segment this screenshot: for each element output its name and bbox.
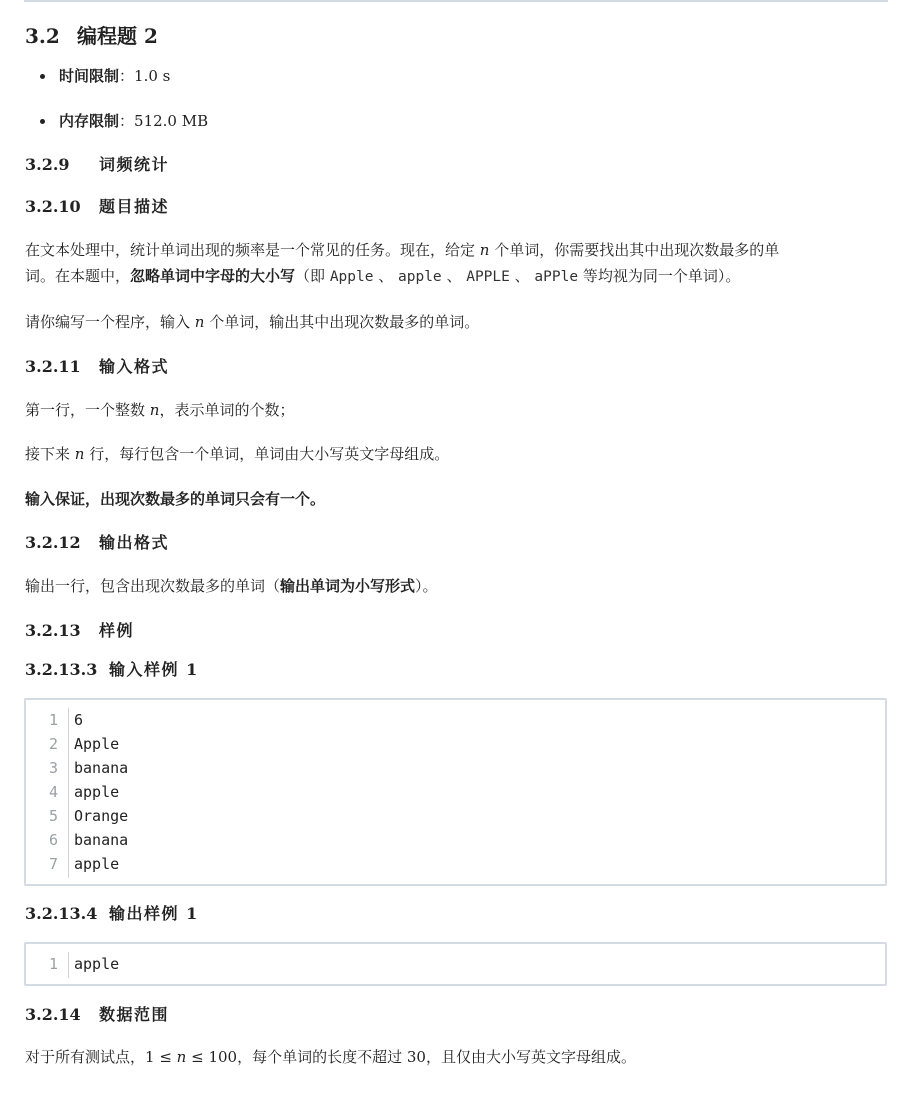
math-operator: ≤	[186, 1048, 209, 1066]
code-line	[26, 828, 885, 852]
description-heading	[25, 196, 169, 218]
emphasis: 输出单词为小写形式	[280, 577, 416, 595]
time-limit-label: 时间限制	[59, 67, 120, 85]
inline-code: apple	[398, 269, 442, 285]
heading-title: 样例	[99, 621, 135, 640]
line-number: 5	[48, 807, 58, 825]
text: （即	[295, 267, 330, 285]
math-n: n	[176, 1048, 187, 1066]
math-n: n	[74, 445, 85, 463]
bullet-dot-icon	[40, 74, 45, 79]
inline-code: Apple	[329, 269, 374, 285]
code-text: Apple	[74, 735, 120, 753]
sample-input-heading	[25, 659, 199, 681]
heading-title: 输入样例 1	[109, 660, 199, 679]
heading-title: 输出格式	[99, 533, 170, 552]
math-n: n	[149, 401, 160, 419]
code-line	[26, 708, 885, 732]
section-number: 3.2	[25, 24, 60, 48]
text: ）。	[415, 577, 438, 595]
heading-title: 数据范围	[99, 1005, 170, 1024]
heading-number: 3.2.13.3	[25, 660, 98, 679]
code-line	[26, 732, 885, 756]
code-line	[26, 780, 885, 804]
line-number: 4	[48, 783, 58, 801]
text: 在文本处理中，统计单词出现的频率是一个常见的任务。现在，给定	[25, 241, 480, 259]
time-limit-value: 1.0 s	[134, 67, 171, 85]
emphasis: 输入保证，出现次数最多的单词只会有一个。	[25, 490, 326, 508]
heading-number: 3.2.13.4	[25, 904, 98, 923]
math-number: 1	[145, 1048, 155, 1066]
heading-title: 输出样例 1	[109, 904, 199, 923]
code-text: banana	[74, 831, 129, 849]
input-format-line-2	[25, 441, 887, 467]
time-limit-item	[25, 64, 208, 88]
code-line	[26, 756, 885, 780]
heading-number: 3.2.11	[25, 357, 81, 376]
text: 等均视为同一个单词）。	[578, 267, 741, 285]
heading-number: 3.2.12	[25, 533, 81, 552]
line-number: 1	[48, 955, 58, 973]
text: ，每个单词的长度不超过 30，且仅由大小写英文字母组成。	[237, 1048, 636, 1066]
top-divider	[24, 0, 888, 2]
limits-list	[25, 64, 208, 133]
math-n: n	[479, 241, 490, 259]
data-range-line	[25, 1044, 887, 1070]
math-operator: ≤	[154, 1048, 177, 1066]
code-line	[26, 852, 885, 876]
code-text: apple	[74, 955, 120, 973]
limit-separator: ：	[119, 112, 135, 130]
heading-number: 3.2.13	[25, 621, 81, 640]
code-text: 6	[74, 711, 84, 729]
data-range-heading	[25, 1004, 169, 1026]
text: 请你编写一个程序，输入	[25, 313, 195, 331]
sample-output-codeblock[interactable]	[24, 942, 887, 986]
emphasis: 忽略单词中字母的大小写	[130, 267, 296, 285]
limit-separator: ：	[119, 67, 135, 85]
section-heading	[25, 20, 158, 49]
code-line	[26, 952, 885, 976]
line-number: 6	[48, 831, 58, 849]
description-paragraph-1	[25, 237, 887, 290]
text: 、	[373, 267, 399, 285]
code-text: apple	[74, 783, 120, 801]
heading-title: 题目描述	[99, 197, 170, 216]
bullet-dot-icon	[40, 119, 45, 124]
sample-output-heading	[25, 903, 199, 925]
code-text: Orange	[74, 807, 129, 825]
heading-title: 输入格式	[99, 357, 170, 376]
line-number: 3	[48, 759, 58, 777]
heading-number: 3.2.14	[25, 1005, 81, 1024]
math-n: n	[194, 313, 205, 331]
text: 行，每行包含一个单词，单词由大小写英文字母组成。	[84, 445, 450, 463]
text: 、	[441, 267, 467, 285]
inline-code: aPPle	[534, 269, 579, 285]
line-number: 7	[48, 855, 58, 873]
output-format-heading	[25, 532, 169, 554]
input-format-heading	[25, 356, 169, 378]
text: 输出一行，包含出现次数最多的单词（	[25, 577, 281, 595]
output-format-line	[25, 573, 887, 599]
section-title: 编程题 2	[77, 24, 158, 48]
code-text: banana	[74, 759, 129, 777]
line-number: 2	[48, 735, 58, 753]
text: 个单词，你需要找出其中出现次数最多的单	[489, 241, 780, 259]
text: 、	[509, 267, 535, 285]
text: 对于所有测试点，	[25, 1048, 146, 1066]
code-text: apple	[74, 855, 120, 873]
memory-limit-item	[25, 109, 208, 133]
heading-title: 词频统计	[99, 155, 170, 174]
text: 接下来	[25, 445, 75, 463]
text: 个单词，输出其中出现次数最多的单词。	[204, 313, 480, 331]
description-paragraph-2	[25, 309, 887, 335]
heading-number: 3.2.9	[25, 155, 70, 174]
inline-code: APPLE	[466, 269, 510, 285]
math-number: 100	[208, 1048, 238, 1066]
math-expression	[145, 1048, 237, 1066]
memory-limit-value: 512.0 MB	[134, 112, 209, 130]
sample-input-codeblock[interactable]	[24, 698, 887, 886]
memory-limit-label: 内存限制	[59, 112, 120, 130]
line-number: 1	[48, 711, 58, 729]
code-line	[26, 804, 885, 828]
samples-heading	[25, 620, 134, 642]
input-guarantee	[25, 486, 887, 512]
heading-number: 3.2.10	[25, 197, 81, 216]
problem-heading	[25, 154, 169, 176]
text: 第一行，一个整数	[25, 401, 150, 419]
input-format-line-1	[25, 397, 887, 423]
text: ，表示单词的个数；	[159, 401, 295, 419]
text: 词。在本题中，	[25, 267, 131, 285]
